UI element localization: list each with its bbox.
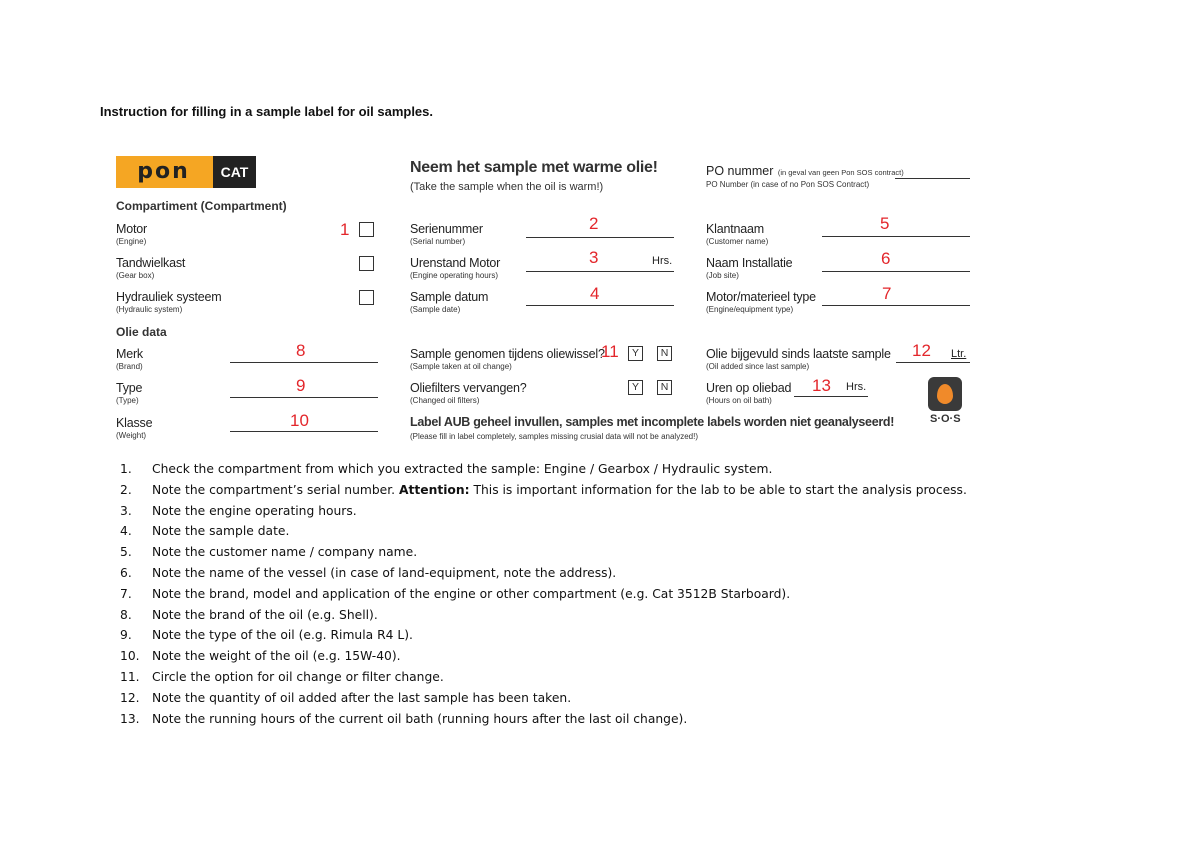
- sample-label: [100, 148, 988, 456]
- compartment-hydraulic-label: Hydrauliek systeem: [116, 290, 222, 304]
- oil-change-yes-box[interactable]: Y: [628, 346, 643, 361]
- oil-added-label: Olie bijgevuld sinds laatste sample: [706, 347, 891, 361]
- motor-checkbox[interactable]: [359, 222, 374, 237]
- marker-10: 10: [290, 411, 309, 430]
- oil-change-sub: (Sample taken at oil change): [410, 362, 512, 371]
- instruction-text: Note the customer name / company name.: [152, 545, 418, 560]
- gearbox-checkbox[interactable]: [359, 256, 374, 271]
- marker-4: 4: [590, 284, 600, 303]
- instruction-item: [120, 542, 1180, 563]
- pon-logo: pon: [137, 159, 190, 184]
- oil-type-line[interactable]: [230, 397, 378, 398]
- oil-weight-sub: (Weight): [116, 431, 147, 440]
- instruction-text: Note the quantity of oil added after the last sample has been taken.: [152, 690, 572, 705]
- instructions-list: [120, 459, 1180, 729]
- marker-7: 7: [882, 284, 892, 303]
- oil-bath-hours-unit: Hrs.: [846, 381, 867, 393]
- marker-8: 8: [296, 341, 306, 360]
- instruction-text: Note the weight of the oil (e.g. 15W-40).: [152, 649, 401, 664]
- instruction-item: [120, 605, 1180, 626]
- instruction-number: 10.: [120, 649, 140, 664]
- warm-oil-subtitle: (Take the sample when the oil is warm!): [410, 181, 604, 193]
- equipment-type-line[interactable]: [822, 305, 970, 306]
- oil-added-unit: Ltr.: [951, 348, 967, 360]
- oil-weight-line[interactable]: [230, 431, 378, 432]
- instruction-text: Note the sample date.: [152, 524, 290, 539]
- compartment-header: Compartiment (Compartment): [116, 199, 287, 213]
- oil-bath-hours-line[interactable]: [794, 396, 868, 397]
- marker-2: 2: [589, 214, 599, 233]
- instruction-text: Note the brand of the oil (e.g. Shell).: [152, 607, 378, 622]
- oil-drop-icon: [937, 384, 953, 404]
- instruction-item: [120, 709, 1180, 730]
- instruction-number: 8.: [120, 607, 132, 622]
- instruction-number: 5.: [120, 545, 132, 560]
- compartment-hydraulic-sub: (Hydraulic system): [116, 305, 183, 314]
- instruction-item: [120, 521, 1180, 542]
- instruction-number: 13.: [120, 711, 140, 726]
- marker-13: 13: [812, 376, 831, 395]
- instruction-item: [120, 646, 1180, 667]
- oil-bath-hours-sub: (Hours on oil bath): [706, 396, 772, 405]
- sample-date-label: Sample datum: [410, 290, 489, 304]
- instruction-text: Note the type of the oil (e.g. Rimula R4 L).: [152, 628, 413, 643]
- instruction-number: 2.: [120, 482, 132, 497]
- oil-change-label: Sample genomen tijdens oliewissel?: [410, 347, 605, 361]
- instruction-number: 9.: [120, 628, 132, 643]
- sample-date-line[interactable]: [526, 305, 674, 306]
- engine-hours-line[interactable]: [526, 271, 674, 272]
- oil-added-line[interactable]: [896, 362, 970, 363]
- instruction-number: 3.: [120, 503, 132, 518]
- marker-12: 12: [912, 341, 931, 360]
- po-number-sub: PO Number (in case of no Pon SOS Contract): [706, 180, 870, 189]
- oil-type-label: Type: [116, 381, 143, 395]
- po-number-label: [706, 162, 904, 180]
- instruction-item: [120, 584, 1180, 605]
- compartment-motor-sub: (Engine): [116, 237, 147, 246]
- serial-number-label: Serienummer: [410, 222, 483, 236]
- instruction-text: Note the running hours of the current oil bath (running hours after the last oil change).: [152, 711, 688, 726]
- marker-11: 11: [601, 342, 619, 361]
- customer-name-sub: (Customer name): [706, 237, 769, 246]
- warm-oil-headline: Neem het sample met warme olie!: [410, 159, 658, 176]
- incomplete-label-warning-sub: (Please fill in label completely, samples missing crusial data will not be analyzed!): [410, 432, 698, 441]
- hydraulic-checkbox[interactable]: [359, 290, 374, 305]
- po-number-main: PO nummer: [706, 164, 774, 178]
- instruction-item: [120, 688, 1180, 709]
- filters-no-box[interactable]: N: [657, 380, 672, 395]
- po-number-line[interactable]: [895, 178, 970, 179]
- sos-logo-text: S·O·S: [930, 413, 961, 425]
- instruction-number: 12.: [120, 690, 140, 705]
- instruction-text: Check the compartment from which you extracted the sample: Engine / Gearbox / Hydraulic system.: [152, 462, 773, 476]
- cat-logo: CAT: [213, 156, 256, 188]
- customer-name-label: Klantnaam: [706, 222, 764, 236]
- instruction-number: 1.: [120, 462, 132, 476]
- instruction-item: [120, 667, 1180, 688]
- instruction-text: Note the name of the vessel (in case of land-equipment, note the address).: [152, 565, 617, 580]
- marker-6: 6: [881, 249, 891, 268]
- job-site-label: Naam Installatie: [706, 256, 793, 270]
- oil-bath-hours-label: Uren op oliebad: [706, 381, 792, 395]
- instruction-item: [120, 459, 1180, 480]
- filters-label: Oliefilters vervangen?: [410, 381, 527, 395]
- marker-3: 3: [589, 248, 599, 267]
- instruction-item: [120, 563, 1180, 584]
- marker-5: 5: [880, 214, 890, 233]
- instruction-number: 11.: [120, 669, 140, 684]
- marker-1: 1: [340, 220, 350, 239]
- compartment-motor-label: Motor: [116, 222, 147, 236]
- job-site-line[interactable]: [822, 271, 970, 272]
- oil-weight-label: Klasse: [116, 416, 153, 430]
- engine-hours-unit: Hrs.: [652, 255, 673, 267]
- equipment-type-label: Motor/materieel type: [706, 290, 816, 304]
- oil-brand-sub: (Brand): [116, 362, 143, 371]
- instruction-text: Note the engine operating hours.: [152, 503, 357, 518]
- page-title: Instruction for filling in a sample label for oil samples.: [100, 104, 434, 119]
- compartment-gearbox-sub: (Gear box): [116, 271, 155, 280]
- instruction-item: [120, 625, 1180, 646]
- oil-change-no-box[interactable]: N: [657, 346, 672, 361]
- equipment-type-sub: (Engine/equipment type): [706, 305, 794, 314]
- incomplete-label-warning: Label AUB geheel invullen, samples met incomplete labels worden niet geanalyseerd!: [410, 415, 895, 429]
- instruction-number: 6.: [120, 565, 132, 580]
- filters-sub: (Changed oil filters): [410, 396, 480, 405]
- oil-added-sub: (Oil added since last sample): [706, 362, 810, 371]
- engine-hours-sub: (Engine operating hours): [410, 271, 499, 280]
- marker-9: 9: [296, 376, 306, 395]
- serial-number-line[interactable]: [526, 237, 674, 238]
- instruction-number: 7.: [120, 586, 132, 601]
- instruction-text: Circle the option for oil change or filter change.: [152, 669, 444, 684]
- instruction-emphasis: Attention:: [398, 482, 470, 497]
- engine-hours-label: Urenstand Motor: [410, 256, 501, 270]
- instruction-text-rest: This is important information for the lab to be able to start the analysis process.: [469, 482, 967, 497]
- instruction-text: Note the compartment’s serial number.: [152, 482, 399, 497]
- instruction-number: 4.: [120, 524, 132, 539]
- po-number-note: (in geval van geen Pon SOS contract): [777, 168, 904, 177]
- pon-cat-logo: [116, 156, 256, 188]
- instruction-text: Note the brand, model and application of the engine or other compartment (e.g. Cat 3512B Starboard).: [152, 586, 791, 601]
- instruction-item: [120, 480, 1180, 501]
- compartment-gearbox-label: Tandwielkast: [116, 256, 186, 270]
- oil-data-header: Olie data: [116, 325, 167, 339]
- sample-date-sub: (Sample date): [410, 305, 461, 314]
- job-site-sub: (Job site): [706, 271, 739, 280]
- filters-yes-box[interactable]: Y: [628, 380, 643, 395]
- sos-logo-icon: [928, 377, 962, 411]
- oil-brand-line[interactable]: [230, 362, 378, 363]
- oil-brand-label: Merk: [116, 347, 143, 361]
- serial-number-sub: (Serial number): [410, 237, 466, 246]
- oil-type-sub: (Type): [116, 396, 139, 405]
- customer-name-line[interactable]: [822, 236, 970, 237]
- instruction-item: [120, 501, 1180, 522]
